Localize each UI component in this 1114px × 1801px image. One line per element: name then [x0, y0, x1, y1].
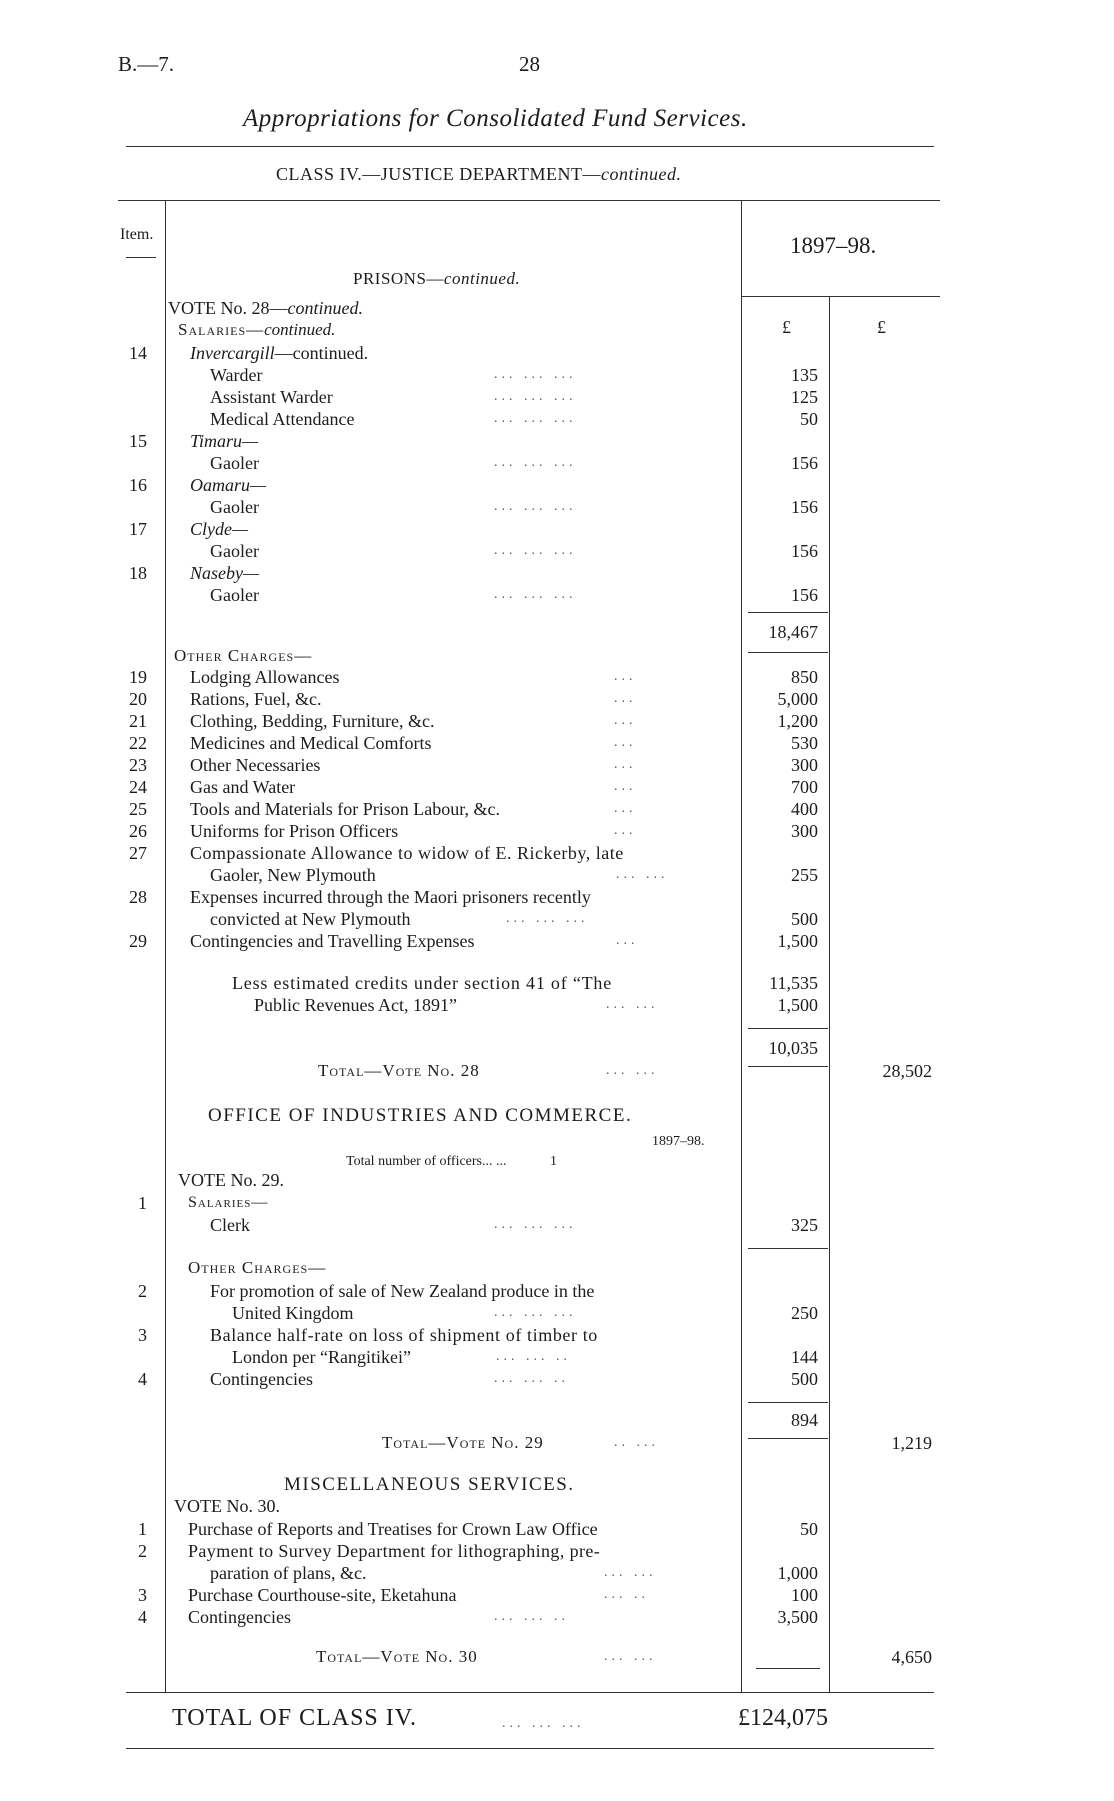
item-number: 16: [129, 475, 147, 495]
salary-label: Gaoler: [210, 585, 259, 605]
item-27-row: 27 Compassionate Allowance to widow of E. Rickerby, late: [129, 843, 624, 863]
item-number: 17: [129, 519, 147, 539]
prison-salary-row: [0, 452, 1114, 474]
leader-dots: ... ... ...: [494, 499, 577, 514]
subtotal-rule: [748, 612, 828, 613]
item-number: 23: [129, 755, 147, 775]
prison-name: Timaru—: [190, 431, 259, 451]
misc-heading: MISCELLANEOUS SERVICES.: [284, 1474, 575, 1495]
net-rule: [748, 1028, 828, 1029]
page-title: Appropriations for Consolidated Fund Services.: [243, 105, 748, 132]
salary-label: Medical Attendance: [210, 409, 355, 429]
leader-dots: ...: [614, 669, 637, 684]
page-number: 28: [519, 52, 540, 76]
industries-item-2-line-2: United Kingdom ... ... ... 250: [232, 1303, 818, 1323]
charge-row: [0, 666, 1114, 688]
prison-salary-row: [0, 584, 1114, 606]
amount: 156: [791, 585, 818, 605]
leader-dots: ...: [614, 713, 637, 728]
misc-rule: [756, 1668, 820, 1669]
charge-label: Tools and Materials for Prison Labour, &c.: [190, 799, 500, 819]
item-number: 21: [129, 711, 147, 731]
vote-29-total-row: Total—Vote No. 29 .. ... 1,219: [382, 1433, 932, 1453]
industries-item-2: 2 For promotion of sale of New Zealand produce in the: [138, 1281, 595, 1301]
amount: 125: [791, 387, 818, 407]
vote-30-heading: VOTE No. 30.: [174, 1496, 280, 1516]
pound-sign-2: £: [877, 317, 886, 337]
clerk-rule: [748, 1248, 828, 1249]
leader-dots: ...: [614, 757, 637, 772]
less-credits-row: Less estimated credits under section 41 of “The 11,535: [232, 973, 818, 993]
grand-total-label: TOTAL OF CLASS IV.: [172, 1705, 418, 1731]
officers-label: Total number of officers... ... 1: [346, 1154, 557, 1169]
vote-28-total-row: Total—Vote No. 28 ... ... 28,502: [318, 1061, 932, 1081]
prison-salary-row: [0, 540, 1114, 562]
grand-total-dots: ... ... ...: [502, 1716, 585, 1731]
misc-item-4: 4 Contingencies ... ... .. 3,500: [138, 1607, 818, 1627]
prison-salary-row: [0, 518, 1114, 540]
misc-item-2-line-2: paration of plans, &c. ... ... 1,000: [210, 1563, 818, 1583]
leader-dots: ... ... ...: [494, 455, 577, 470]
vote-28-heading: VOTE No. 28—continued.: [168, 298, 363, 318]
pound-sign-1: £: [782, 317, 791, 337]
prisons-heading: PRISONS—continued.: [353, 269, 521, 288]
net-amount: 10,035: [768, 1038, 818, 1058]
industries-charges-total: 894: [791, 1410, 818, 1430]
amount: 156: [791, 541, 818, 561]
salary-label: Warder: [210, 365, 263, 385]
grand-total-amount: £124,075: [738, 1705, 828, 1731]
grand-total-rule-bottom: [126, 1748, 934, 1749]
prison-salary-row: [0, 496, 1114, 518]
item-number: 14: [129, 343, 147, 363]
item-header-underline: [126, 257, 156, 258]
salary-label: Gaoler: [210, 453, 259, 473]
salaries-subtotal: 18,467: [768, 622, 818, 642]
class-heading-main: CLASS IV.—JUSTICE DEPARTMENT—: [276, 164, 601, 184]
salary-label: Gaoler: [210, 497, 259, 517]
amount: 156: [791, 497, 818, 517]
item-number: 20: [129, 689, 147, 709]
vote-29-heading: VOTE No. 29.: [178, 1170, 284, 1190]
charge-row: [0, 754, 1114, 776]
header-rule: [118, 200, 940, 201]
class-heading-cont: continued.: [600, 164, 682, 184]
prison-name: Oamaru—: [190, 475, 267, 495]
amount: 135: [791, 365, 818, 385]
industries-charges-rule: [748, 1402, 828, 1403]
clerk-row: Clerk ... ... ... 325: [210, 1215, 818, 1235]
item-number: 25: [129, 799, 147, 819]
prison-salary-row: [0, 408, 1114, 430]
leader-dots: ... ... ...: [494, 543, 577, 558]
title-rule: [126, 146, 934, 147]
industries-item-3-line-2: London per “Rangitikei” ... ... .. 144: [232, 1347, 818, 1367]
leader-dots: ...: [614, 735, 637, 750]
item-number: 18: [129, 563, 147, 583]
item-number: 26: [129, 821, 147, 841]
prison-name: Naseby—: [190, 563, 260, 583]
charge-row: [0, 820, 1114, 842]
leader-dots: ...: [614, 823, 637, 838]
leader-dots: ... ... ...: [494, 367, 577, 382]
item-28-row: 28 Expenses incurred through the Maori prisoners recently: [129, 887, 591, 907]
misc-item-2: 2 Payment to Survey Department for lithographing, pre-: [138, 1541, 601, 1561]
salary-label: Gaoler: [210, 541, 259, 561]
charge-row: [0, 732, 1114, 754]
year-rule: [741, 296, 940, 297]
misc-item-3: 3 Purchase Courthouse-site, Eketahuna ... .. 100: [138, 1585, 818, 1605]
amount: 700: [791, 777, 818, 797]
amount: 300: [791, 821, 818, 841]
charge-row: [0, 688, 1114, 710]
charge-row: [0, 710, 1114, 732]
industries-other-charges: Other Charges—: [188, 1258, 327, 1277]
other-charges-heading: Other Charges—: [174, 646, 313, 665]
leader-dots: ...: [614, 779, 637, 794]
charge-label: Gas and Water: [190, 777, 296, 797]
industries-year: 1897–98.: [652, 1134, 705, 1149]
amount: 530: [791, 733, 818, 753]
grand-total-rule-top: [126, 1692, 934, 1693]
charge-label: Medicines and Medical Comforts: [190, 733, 432, 753]
item-number: 19: [129, 667, 147, 687]
item-column-header: Item.: [120, 226, 154, 243]
year-column-header: 1897–98.: [790, 233, 877, 258]
prison-salary-row: [0, 474, 1114, 496]
charge-label: Clothing, Bedding, Furniture, &c.: [190, 711, 435, 731]
item-number: 22: [129, 733, 147, 753]
vote-30-total-row: Total—Vote No. 30 ... ... 4,650: [316, 1647, 932, 1667]
item-28-row-2: convicted at New Plymouth ... ... ... 500: [210, 909, 818, 929]
industries-salaries-row: 1 Salaries—: [138, 1193, 269, 1213]
charge-row: [0, 776, 1114, 798]
amount: 300: [791, 755, 818, 775]
amount: 5,000: [777, 689, 818, 709]
subtotal-rule-bottom: [748, 652, 828, 653]
prison-name: Invercargill—continued.: [190, 343, 369, 363]
charge-label: Uniforms for Prison Officers: [190, 821, 399, 841]
industries-item-3: 3 Balance half-rate on loss of shipment of timber to: [138, 1325, 598, 1345]
industries-item-4: 4 Contingencies ... ... .. 500: [138, 1369, 818, 1389]
misc-item-1: 1 Purchase of Reports and Treatises for Crown Law Office 50: [138, 1519, 818, 1539]
salaries-heading: Salaries—continued.: [178, 320, 336, 339]
item-27-row-2: Gaoler, New Plymouth ... ... 255: [210, 865, 818, 885]
amount: 850: [791, 667, 818, 687]
less-credits-row-2: Public Revenues Act, 1891” ... ... 1,500: [254, 995, 818, 1015]
prison-name: Clyde—: [190, 519, 249, 539]
item-number: 15: [129, 431, 147, 451]
item-number: 24: [129, 777, 147, 797]
leader-dots: ...: [614, 801, 637, 816]
prison-salary-row: [0, 386, 1114, 408]
document-reference: B.—7.: [118, 52, 175, 76]
amount: 50: [800, 409, 818, 429]
leader-dots: ...: [614, 691, 637, 706]
leader-dots: ... ... ...: [494, 587, 577, 602]
item-29-row: 29 Contingencies and Travelling Expenses ... 1,500: [129, 931, 818, 951]
charge-label: Lodging Allowances: [190, 667, 340, 687]
leader-dots: ... ... ...: [494, 389, 577, 404]
prison-salary-row: [0, 342, 1114, 364]
charge-label: Other Necessaries: [190, 755, 321, 775]
charge-row: [0, 798, 1114, 820]
amount: 156: [791, 453, 818, 473]
prison-salary-row: [0, 364, 1114, 386]
prison-salary-row: [0, 562, 1114, 584]
amount: 400: [791, 799, 818, 819]
prison-salary-row: [0, 430, 1114, 452]
amount: 1,200: [777, 711, 818, 731]
class-heading: [276, 164, 681, 185]
charge-label: Rations, Fuel, &c.: [190, 689, 322, 709]
salary-label: Assistant Warder: [210, 387, 333, 407]
leader-dots: ... ... ...: [494, 411, 577, 426]
industries-heading: OFFICE OF INDUSTRIES AND COMMERCE.: [208, 1105, 633, 1126]
